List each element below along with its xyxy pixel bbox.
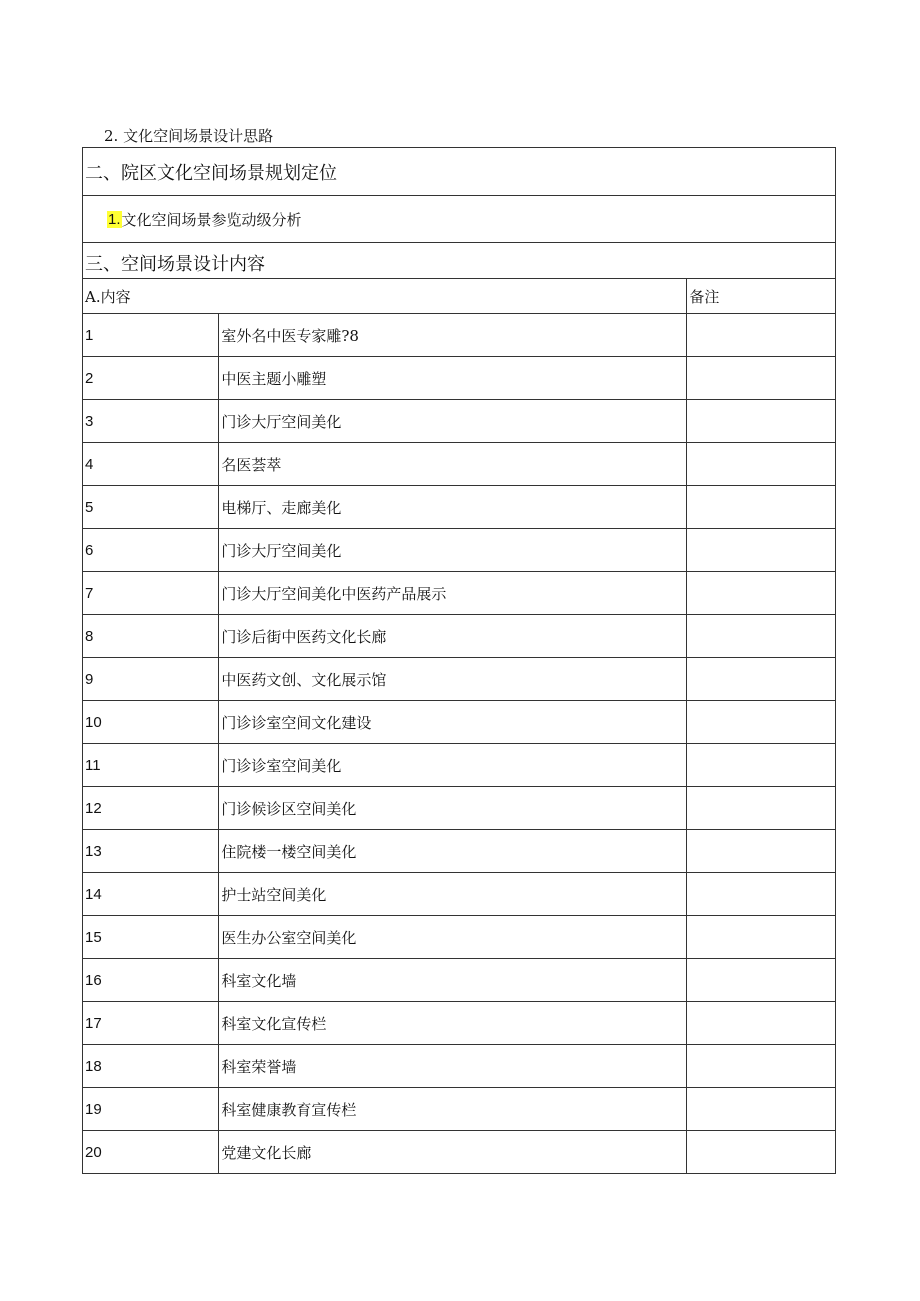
table-row: [83, 572, 836, 615]
row-remark: [687, 1002, 836, 1045]
content-table: [82, 278, 836, 1174]
table-row: [83, 830, 836, 873]
table-row: [83, 486, 836, 529]
row-remark: [687, 1045, 836, 1088]
row-remark: [687, 959, 836, 1002]
table-header-row: [83, 279, 836, 314]
header-remark: 备注: [687, 279, 836, 314]
row-number: 18: [83, 1045, 219, 1088]
row-item: 电梯厅、走廊美化: [219, 486, 687, 529]
row-number: 4: [83, 443, 219, 486]
section-3-heading: 三、空间场景设计内容: [82, 242, 836, 278]
table-row: [83, 959, 836, 1002]
row-remark: [687, 486, 836, 529]
row-item: 科室健康教育宣传栏: [219, 1088, 687, 1131]
row-number: 19: [83, 1088, 219, 1131]
row-number: 6: [83, 529, 219, 572]
row-number: 13: [83, 830, 219, 873]
row-remark: [687, 916, 836, 959]
row-remark: [687, 443, 836, 486]
row-item: 科室文化宣传栏: [219, 1002, 687, 1045]
subheading-text: 文化空间场景参览动级分析: [121, 210, 302, 229]
row-number: 14: [83, 873, 219, 916]
table-row: [83, 873, 836, 916]
row-number: 5: [83, 486, 219, 529]
row-remark: [687, 1131, 836, 1174]
row-number: 16: [83, 959, 219, 1002]
table-row: [83, 314, 836, 357]
row-item: 门诊大厅空间美化: [219, 400, 687, 443]
highlighted-number: 1.: [108, 210, 121, 228]
row-remark: [687, 529, 836, 572]
table-row: [83, 400, 836, 443]
row-remark: [687, 314, 836, 357]
header-content: A.内容: [83, 279, 687, 314]
row-remark: [687, 658, 836, 701]
section-2-subheading: [82, 195, 836, 242]
row-item: 科室文化墙: [219, 959, 687, 1002]
row-remark: [687, 1088, 836, 1131]
document-frame: [82, 147, 836, 1174]
table-row: [83, 615, 836, 658]
table-row: [83, 658, 836, 701]
row-number: 12: [83, 787, 219, 830]
row-item: 名医荟萃: [219, 443, 687, 486]
row-remark: [687, 572, 836, 615]
table-row: [83, 357, 836, 400]
table-row: [83, 529, 836, 572]
row-remark: [687, 830, 836, 873]
row-number: 9: [83, 658, 219, 701]
row-number: 17: [83, 1002, 219, 1045]
row-remark: [687, 744, 836, 787]
row-item: 住院楼一楼空间美化: [219, 830, 687, 873]
row-number: 3: [83, 400, 219, 443]
row-item: 门诊候诊区空间美化: [219, 787, 687, 830]
row-item: 室外名中医专家雕?8: [219, 314, 687, 357]
row-number: 20: [83, 1131, 219, 1174]
row-remark: [687, 701, 836, 744]
table-row: [83, 1045, 836, 1088]
table-row: [83, 443, 836, 486]
row-item: 中医药文创、文化展示馆: [219, 658, 687, 701]
row-item: 门诊后街中医药文化长廊: [219, 615, 687, 658]
row-item: 门诊大厅空间美化中医药产品展示: [219, 572, 687, 615]
table-row: [83, 701, 836, 744]
row-number: 8: [83, 615, 219, 658]
section-2-heading: 二、院区文化空间场景规划定位: [82, 147, 836, 195]
row-item: 门诊诊室空间美化: [219, 744, 687, 787]
row-number: 15: [83, 916, 219, 959]
table-row: [83, 916, 836, 959]
row-number: 11: [83, 744, 219, 787]
table-row: [83, 787, 836, 830]
row-number: 7: [83, 572, 219, 615]
row-item: 门诊诊室空间文化建设: [219, 701, 687, 744]
row-remark: [687, 787, 836, 830]
row-number: 10: [83, 701, 219, 744]
row-remark: [687, 873, 836, 916]
row-item: 医生办公室空间美化: [219, 916, 687, 959]
row-remark: [687, 400, 836, 443]
table-row: [83, 1002, 836, 1045]
row-number: 1: [83, 314, 219, 357]
row-item: 党建文化长廊: [219, 1131, 687, 1174]
row-number: 2: [83, 357, 219, 400]
table-row: [83, 1131, 836, 1174]
row-remark: [687, 615, 836, 658]
row-item: 门诊大厅空间美化: [219, 529, 687, 572]
row-remark: [687, 357, 836, 400]
table-row: [83, 1088, 836, 1131]
row-item: 中医主题小雕塑: [219, 357, 687, 400]
row-item: 科室荣誉墙: [219, 1045, 687, 1088]
row-item: 护士站空间美化: [219, 873, 687, 916]
table-row: [83, 744, 836, 787]
page-title: 2. 文化空间场景设计思路: [104, 127, 274, 145]
